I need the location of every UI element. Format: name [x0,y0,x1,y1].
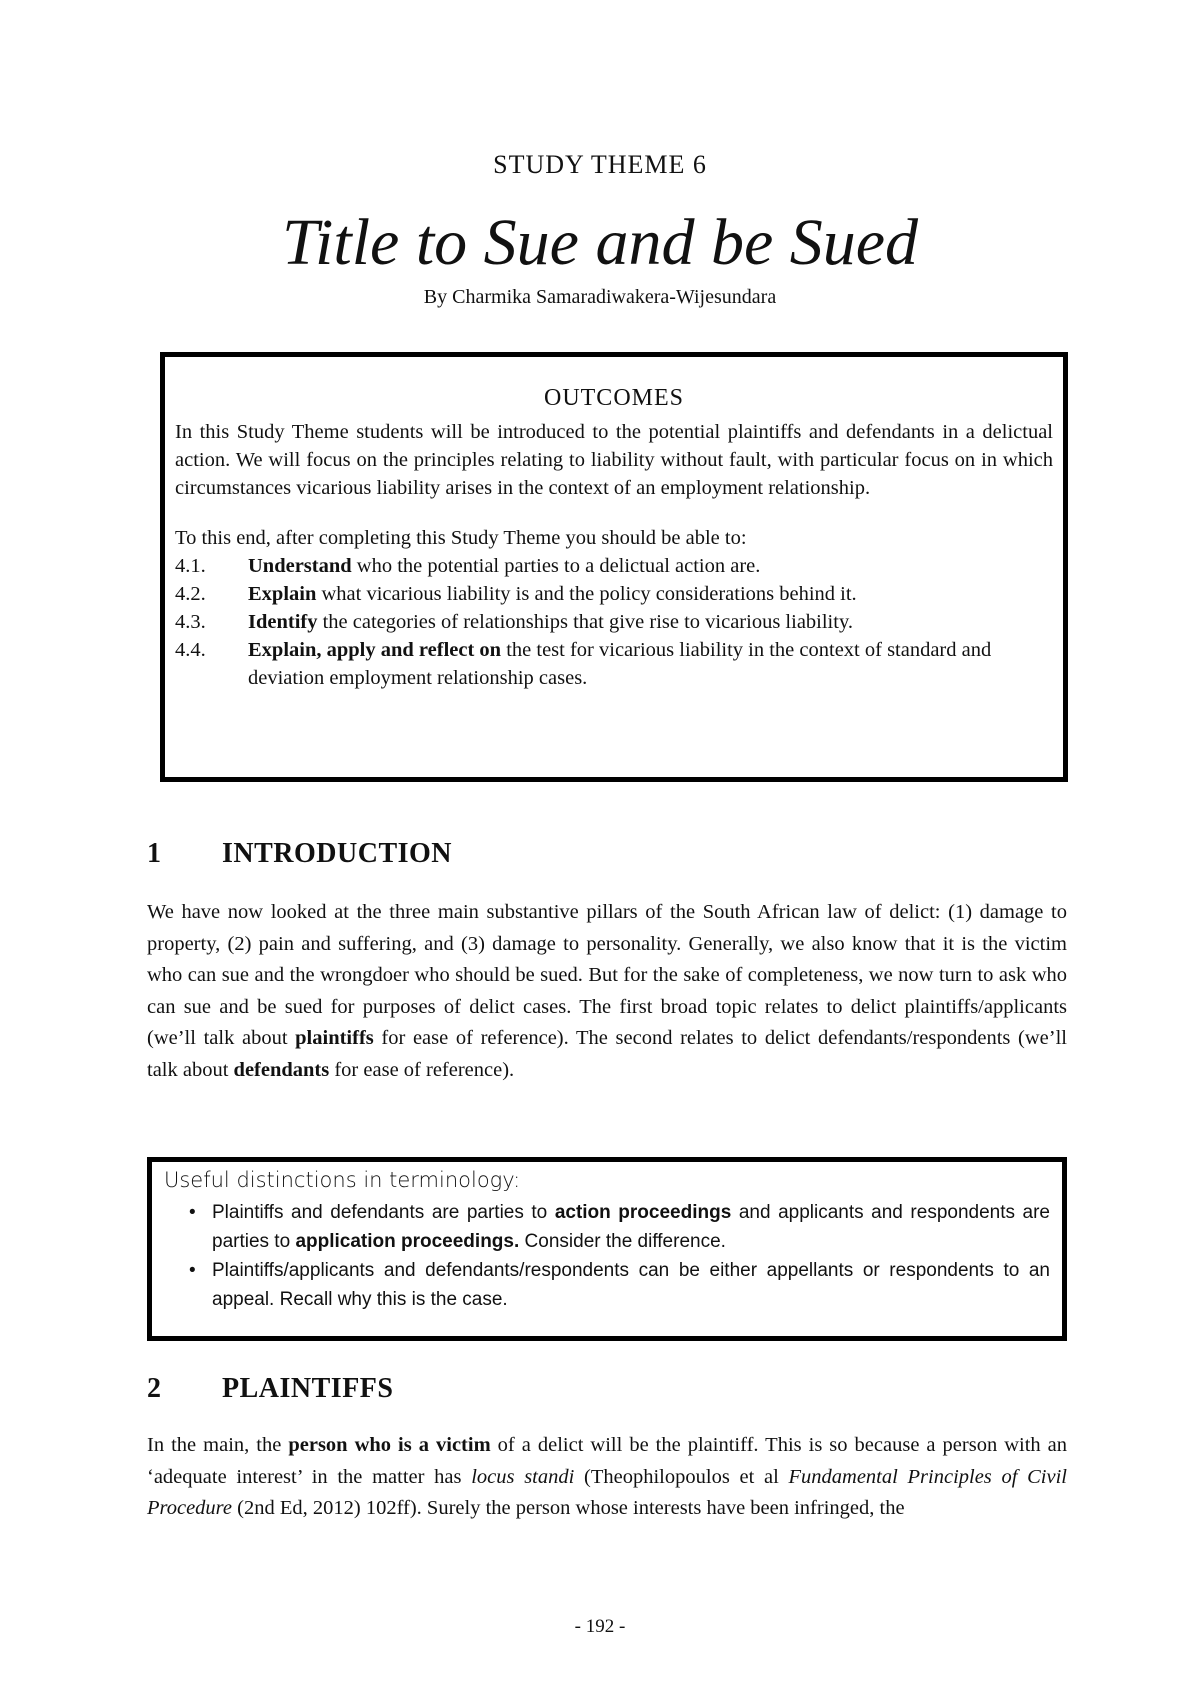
outcomes-box [160,352,1068,782]
terminology-item [164,1198,1050,1256]
terminology-text: Plaintiffs/applicants and defendants/respondents can be either appellants or respondents to an appeal. Recall why this is the case. [212,1260,1050,1310]
outcome-number: 4.3. [175,611,206,633]
terminology-heading: Useful distinctions in terminology: [164,1168,521,1192]
paragraph-text: for ease of reference). The second relates to delict defendants/respondents (we’ll talk about [147,1027,1067,1081]
outcome-number: 4.1. [175,555,206,577]
outcomes-lead: To this end, after completing this Study Theme you should be able to: [175,527,747,549]
outcome-description: who the potential parties to a delictual action are. [351,555,761,577]
paragraph-emphasis: defendants [233,1058,330,1081]
term-emphasis: application proceedings. [295,1231,520,1252]
terminology-text [212,1198,1050,1256]
term-text-part: Plaintiffs and defendants are parties to [212,1202,555,1223]
outcomes-heading: OUTCOMES [543,385,684,411]
paragraph-text: of a delict will be the plaintiff. This is so because a person with an ‘adequate interest’ in the matter has [147,1434,1068,1488]
outcome-item [175,580,1053,608]
paragraph-text: (2nd Ed, 2012) 102ff). Surely the person whose interests have been infringed, the [232,1497,905,1519]
study-theme-label: STUDY THEME 6 [493,150,707,179]
terminology-item [164,1256,1050,1314]
plaintiffs-paragraph [147,1430,1067,1525]
section-title: PLAINTIFFS [222,1373,394,1404]
outcome-text [248,636,1053,692]
outcome-verb: Understand [248,555,352,577]
paragraph-text: In the main, the [147,1434,289,1456]
document-author: By Charmika Samaradiwakera-Wijesundara [423,286,777,308]
outcome-verb: Explain [248,583,317,605]
paragraph-text: We have now looked at the three main substantive pillars of the South African law of delict: (1) damage to property, (2) pain and suffering, and (3) damage to personality. Generally, we also know that it is the victim who can sue and the wrongdoer who should be sued. But for the sake of completeness, we now turn to ask who can sue and be sued for purposes of delict cases. The first broad topic relates to delict plaintiffs/applicants (we’ll talk about [147,901,1067,1049]
terminology-box [147,1157,1067,1341]
section-title: INTRODUCTION [222,838,453,869]
outcome-item [175,636,1053,692]
outcome-text [248,608,1053,636]
introduction-paragraph [147,897,1067,1086]
outcome-verb: Explain, apply and reflect on [248,639,502,661]
outcome-text [248,552,1053,580]
outcome-verb: Identify [248,611,318,633]
paragraph-emphasis: person who is a victim [288,1434,491,1456]
latin-term: locus standi [471,1465,575,1488]
outcome-text [248,580,1053,608]
outcome-number: 4.2. [175,583,206,605]
outcome-description: the categories of relationships that give rise to vicarious liability. [317,611,853,633]
paragraph-text: (Theophilopoulos et al [574,1465,789,1488]
section-number: 2 [147,1373,162,1404]
outcomes-intro: In this Study Theme students will be introduced to the potential plaintiffs and defendants in a delictual action. We will focus on the principles relating to liability without fault, with particular focus on in which circumstances vicarious liability arises in the context of an employment relationship. [175,421,1053,499]
term-emphasis: action proceedings [554,1202,732,1223]
page-number: - 192 - [574,1616,626,1637]
book-title: Fundamental Principles of Civil Procedure [147,1465,1067,1519]
term-text-part: Consider the difference. [519,1231,726,1252]
section-heading-introduction [147,838,452,870]
outcome-item [175,552,1053,580]
document-title: Title to Sue and be Sued [281,206,919,279]
section-heading-plaintiffs [147,1373,393,1405]
bullet-icon: • [189,1260,196,1281]
paragraph-emphasis: plaintiffs [295,1027,374,1049]
outcome-description: what vicarious liability is and the policy considerations behind it. [316,583,857,605]
outcome-description: the test for vicarious liability in the context of standard and deviation employment relationship cases. [248,639,992,689]
outcome-number: 4.4. [175,639,206,661]
paragraph-text: for ease of reference). [329,1058,515,1081]
bullet-icon: • [189,1202,196,1223]
term-text-part: and applicants and respondents are parties to [212,1202,1051,1252]
section-number: 1 [147,838,162,869]
outcome-item [175,608,1053,636]
